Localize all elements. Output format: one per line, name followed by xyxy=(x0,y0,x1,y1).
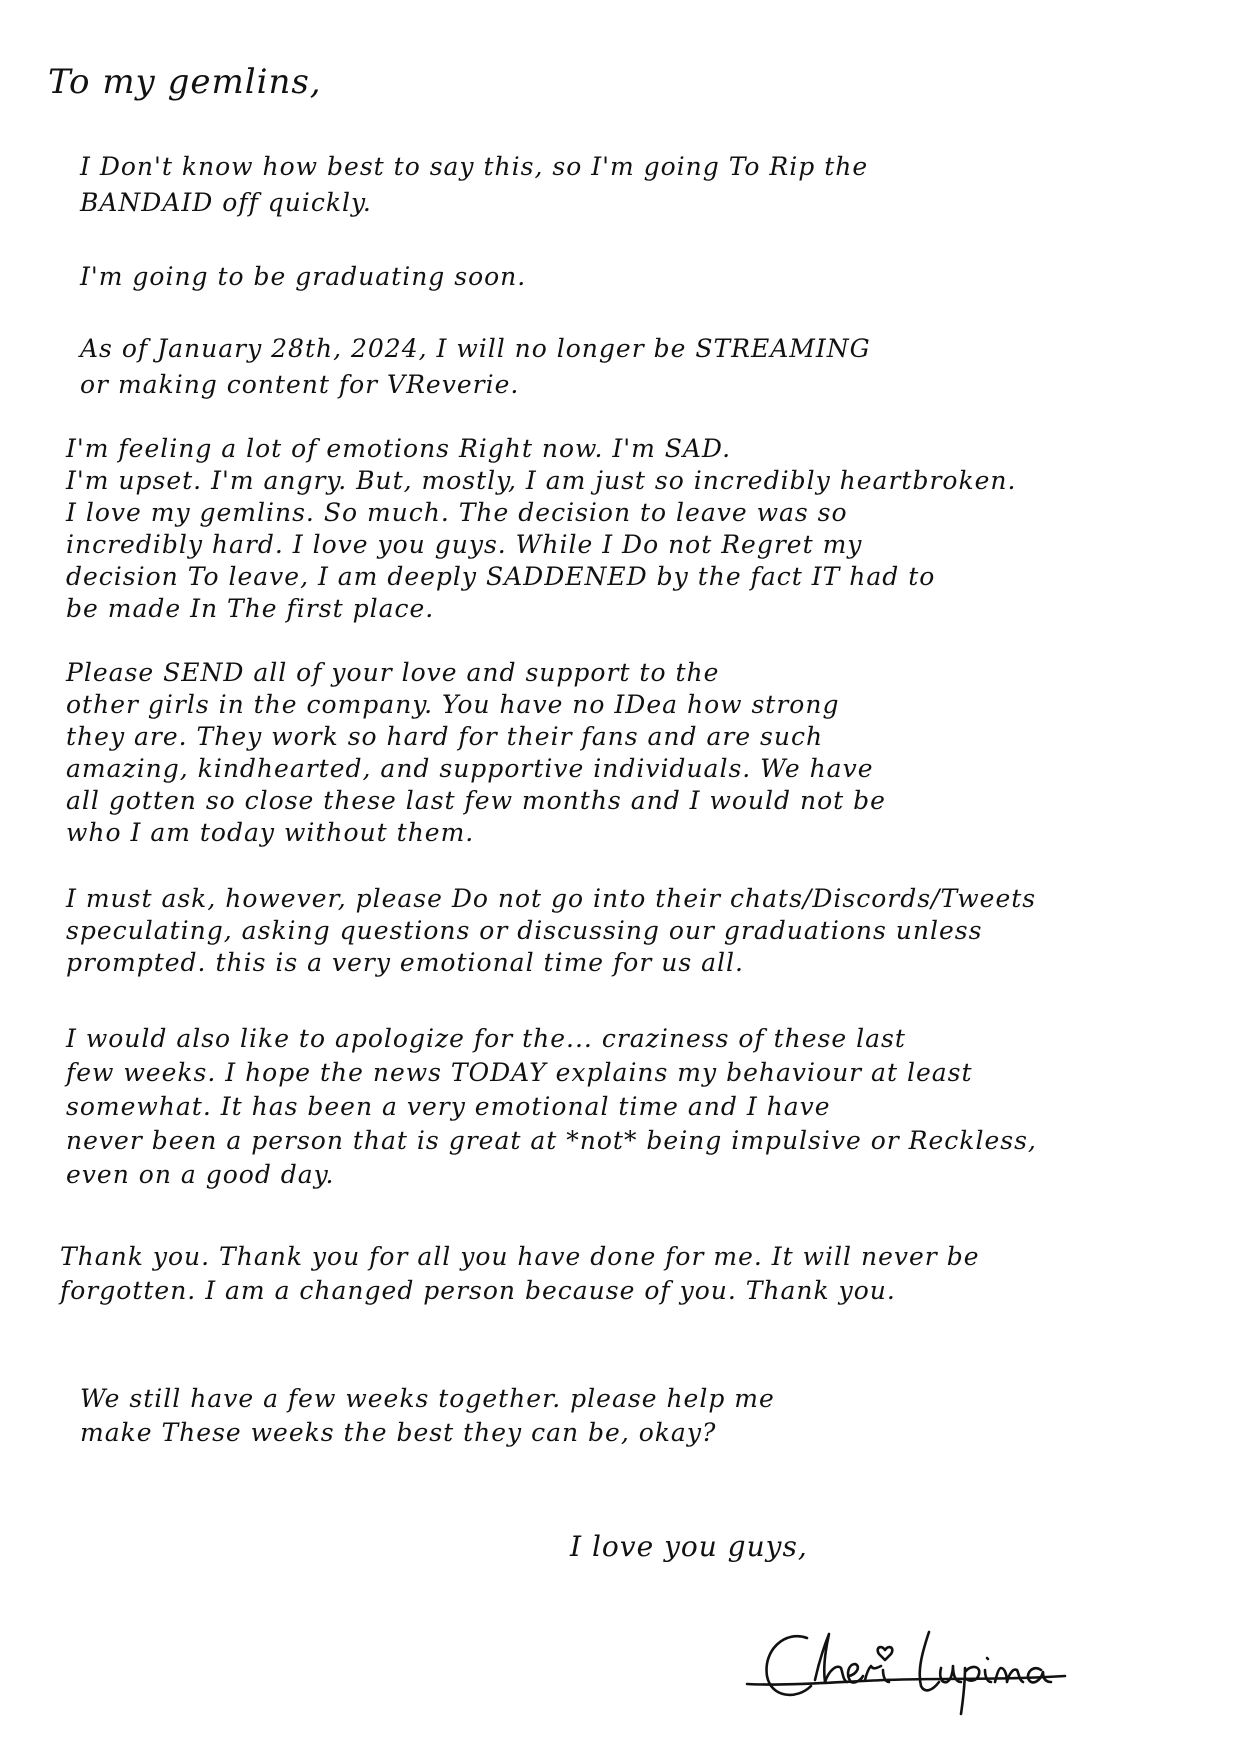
paragraph-7-line-3: somewhat. It has been a very emotional time and I have xyxy=(66,1092,831,1121)
paragraph-6-line-1: I must ask, however, please Do not go into their chats/Discords/Tweets xyxy=(66,884,1037,913)
paragraph-5-line-1: Please SEND all of your love and support to the xyxy=(66,658,720,687)
signature-drawing xyxy=(745,1610,1075,1730)
paragraph-4-line-1: I'm feeling a lot of emotions Right now. I'm SAD. xyxy=(66,434,732,463)
paragraph-5-line-6: who I am today without them. xyxy=(66,818,475,847)
paragraph-1-line-2: BANDAID off quickly. xyxy=(80,188,372,217)
paragraph-2-line-1: I'm going to be graduating soon. xyxy=(80,262,527,291)
paragraph-4-line-5: decision To leave, I am deeply SADDENED by the fact IT had to xyxy=(66,562,936,591)
greeting: To my gemlins, xyxy=(48,62,322,102)
paragraph-7-line-5: even on a good day. xyxy=(66,1160,335,1189)
closing-line: I love you guys, xyxy=(570,1530,808,1563)
paragraph-9-line-1: We still have a few weeks together. please help me xyxy=(80,1384,775,1413)
paragraph-1-line-1: I Don't know how best to say this, so I'm going To Rip the xyxy=(80,152,869,181)
paragraph-7-line-1: I would also like to apologize for the... craziness of these last xyxy=(66,1024,906,1053)
paragraph-7-line-2: few weeks. I hope the news TODAY explains my behaviour at least xyxy=(66,1058,973,1087)
paragraph-4-line-3: I love my gemlins. So much. The decision to leave was so xyxy=(66,498,848,527)
paragraph-5-line-3: they are. They work so hard for their fans and are such xyxy=(66,722,824,751)
paragraph-8-line-2: forgotten. I am a changed person because of you. Thank you. xyxy=(60,1276,896,1305)
paragraph-7-line-4: never been a person that is great at *not* being impulsive or Reckless, xyxy=(66,1126,1037,1155)
paragraph-4-line-2: I'm upset. I'm angry. But, mostly, I am just so incredibly heartbroken. xyxy=(66,466,1017,495)
signature xyxy=(745,1610,1075,1730)
paragraph-5-line-4: amazing, kindhearted, and supportive individuals. We have xyxy=(66,754,874,783)
paragraph-9-line-2: make These weeks the best they can be, okay? xyxy=(80,1418,717,1447)
paragraph-6-line-3: prompted. this is a very emotional time for us all. xyxy=(66,948,744,977)
paragraph-6-line-2: speculating, asking questions or discussing our graduations unless xyxy=(66,916,983,945)
paragraph-4-line-4: incredibly hard. I love you guys. While I Do not Regret my xyxy=(66,530,863,559)
paragraph-4-line-6: be made In The first place. xyxy=(66,594,435,623)
paragraph-5-line-5: all gotten so close these last few months and I would not be xyxy=(66,786,886,815)
paragraph-5-line-2: other girls in the company. You have no IDea how strong xyxy=(66,690,840,719)
paragraph-8-line-1: Thank you. Thank you for all you have done for me. It will never be xyxy=(60,1242,980,1271)
paragraph-3-line-2: or making content for VReverie. xyxy=(80,370,520,399)
paragraph-3-line-1: As of January 28th, 2024, I will no longer be STREAMING xyxy=(80,334,871,363)
